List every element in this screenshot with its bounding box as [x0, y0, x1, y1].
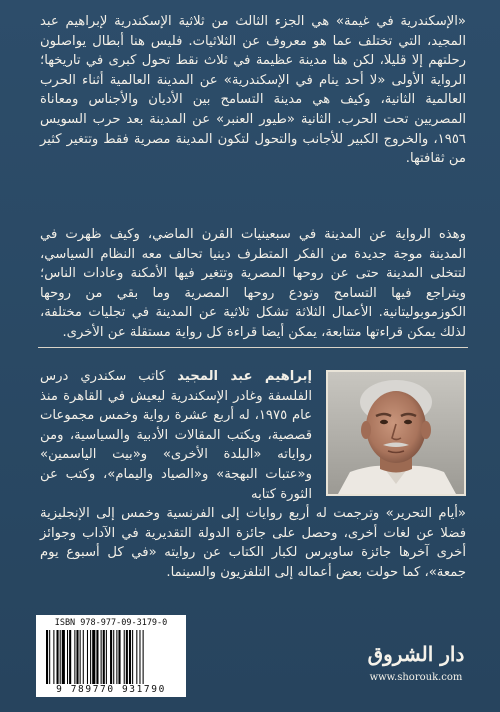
synopsis-paragraph-2: وهذه الرواية عن المدينة في سبعينيات القرن الماضي، وكيف ظهرت في المدينة موجة جديدة من الفكر المتطرف دينيا تحالف معه النظام السياسي، لتتخلى المدينة حتى عن روحها المصرية وتتغير فيها الأمكنة وعادات الناس؛ ويتراجع فيها التسامح وتودع روحها المصرية وما بقي من روحها الكوزموبوليتانية. الأعمال الثلاثة تشكل ثلاثية عن المدينة في تجليات مختلفة، لذلك يمكن قراءتها متتابعة، يمكن أيضا قراءة كل رواية مستقلة عن الأخرى.	[40, 227, 466, 340]
author-bio-continued: «أيام التحرير» وترجمت له أربع روايات إلى الفرنسية وخمس إلى الإنجليزية فضلا عن لغات أخرى، وحصل على جائزة الدولة التقديرية في الآداب وجوائز أخرى آخرها جائزة ساويرس لكبار الكتاب عن روايته «في كل أسبوع يوم جمعة»، كما حولت بعض أعماله إلى التلفزيون والسينما.	[40, 506, 466, 580]
author-bio-intro: كاتب سكندري درس الفلسفة وغادر الإسكندرية ليعيش في القاهرة منذ عام ١٩٧٥، له أربع عشرة رواية وخمس مجموعات قصصية، ويكتب المقالات الأدبية والسياسية، ومن رواياته «البلدة الأخرى» و«بيت الياسمين» و«عتبات البهجة» و«الصياد واليمام»، وكتب عن الثورة كتابه	[40, 369, 312, 502]
publisher-website: www.shorouk.com	[369, 672, 463, 683]
synopsis-paragraph-1: «الإسكندرية في غيمة» هي الجزء الثالث من ثلاثية الإسكندرية لإبراهيم عبد المجيد، التي تختلف عما هو معروف عن الثلاثيات. فليس هنا أبطال يواصلون رحلتهم إلا قليلا، لكن هنا مدينة عظيمة في ثلاث نقط تحول كبرى في تاريخها؛ الرواية الأولى «لا أحد ينام في الإسكندرية» عن المدينة العالمية أثناء الحرب العالمية الثانية، وكيف هي مدينة التسامح بين الأديان والأجناس ومعاناة المصريين تحت الحرب. الثانية «طيور العنبر» عن المدينة بعد حرب السويس ١٩٥٦، والخروج الكبير للأجانب والتحول لتكون المدينة مصرية فقط وتتغير كثير من ثقافتها.	[40, 14, 466, 167]
barcode-digits: 9 789770 931790	[56, 684, 166, 695]
author-portrait-image	[328, 372, 464, 494]
publisher-logo: دار الشروق	[367, 642, 465, 666]
section-divider	[38, 347, 468, 348]
author-photo	[326, 370, 466, 496]
barcode-bars	[44, 630, 178, 684]
isbn-barcode	[36, 615, 186, 697]
isbn-label: ISBN 978-977-09-3179-0	[54, 618, 168, 628]
author-name: إبراهيم عبد المجيد	[177, 369, 312, 384]
author-bio	[40, 367, 312, 504]
